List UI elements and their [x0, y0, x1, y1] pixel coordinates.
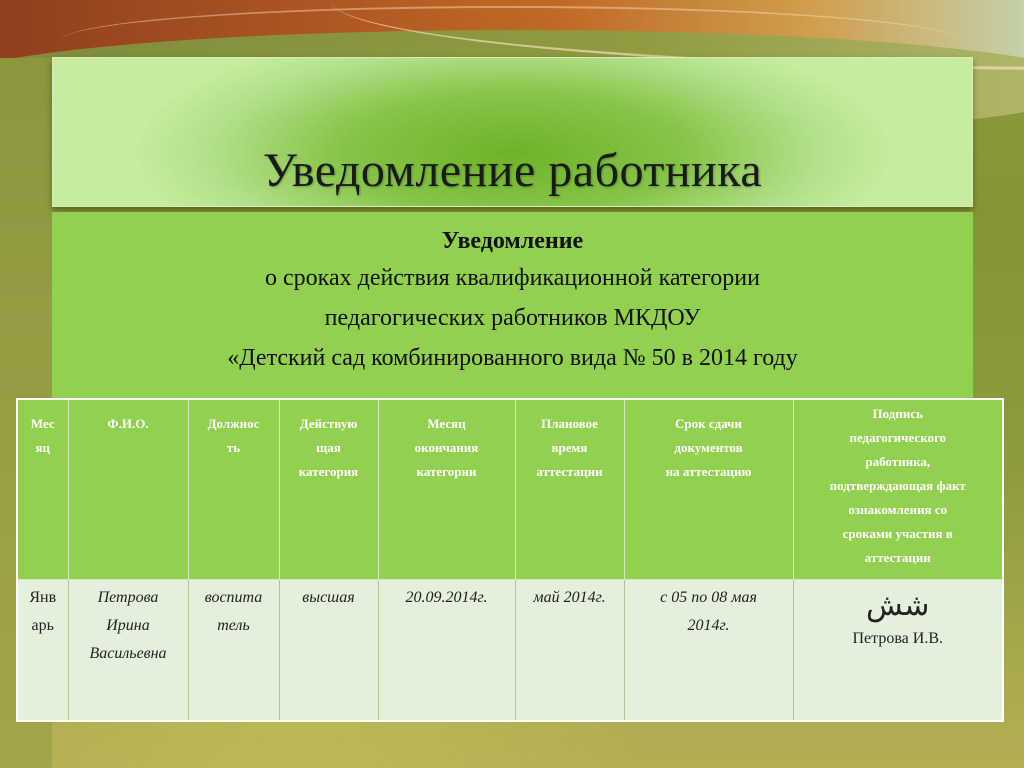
header-line: документов: [674, 440, 743, 455]
cell-planned-time: май 2014г.: [515, 579, 624, 721]
cell-line: Ирина: [106, 616, 150, 634]
header-line: сроками участия в: [842, 526, 953, 541]
header-line: аттестации: [536, 464, 603, 479]
header-line: подтверждающая факт: [829, 478, 966, 493]
header-line: щая: [316, 440, 341, 455]
header-line: Действую: [299, 416, 358, 431]
header-planned-time: [515, 399, 624, 579]
header-line: время: [551, 440, 588, 455]
cell-category: высшая: [279, 579, 378, 721]
cell-line: тель: [217, 616, 250, 634]
table-header-row: [17, 399, 1003, 579]
header-line: категории: [416, 464, 477, 479]
cell-line: Васильевна: [89, 644, 167, 662]
cell-fio: [68, 579, 188, 721]
notice-heading: Уведомление: [441, 228, 584, 254]
header-line: ть: [226, 440, 241, 455]
header-line: Срок сдачи: [674, 416, 742, 431]
cell-line: Янв: [29, 588, 57, 606]
header-line: Подпись: [872, 406, 923, 421]
header-line: ознакомления со: [848, 502, 948, 517]
header-line: Ф.И.О.: [107, 416, 149, 431]
header-line: Месяц: [427, 416, 466, 431]
slide-title: Уведомление работника: [262, 144, 763, 197]
cell-line: Петрова: [97, 588, 159, 606]
notice-line-3: «Детский сад комбинированного вида № 50 в 2014 году: [227, 345, 798, 371]
cell-line: арь: [31, 616, 54, 634]
cell-line: 2014г.: [687, 616, 730, 634]
header-line: категория: [298, 464, 359, 479]
header-position: [188, 399, 279, 579]
header-signature: [793, 399, 1003, 579]
signature-name: Петрова И.В.: [852, 629, 943, 647]
notice-line-2: педагогических работников МКДОУ: [324, 305, 701, 331]
header-line: окончания: [414, 440, 479, 455]
cell-signature: [793, 579, 1003, 721]
cell-position: [188, 579, 279, 721]
header-fio: [68, 399, 188, 579]
cell-line: с 05 по 08 мая: [660, 588, 757, 606]
header-line: работника,: [865, 454, 931, 469]
header-line: Плановое: [541, 416, 598, 431]
header-line: аттестации: [864, 550, 931, 565]
cell-month: [17, 579, 68, 721]
header-month: [17, 399, 68, 579]
header-deadline: [624, 399, 793, 579]
table-row: [17, 579, 1003, 721]
header-line: педагогического: [849, 430, 947, 445]
slide-title-box: [52, 57, 973, 207]
header-category-end-month: [378, 399, 515, 579]
cell-line: воспита: [204, 588, 263, 606]
certification-table: [16, 398, 1004, 722]
header-line: Должнос: [207, 416, 260, 431]
cell-category-end: 20.09.2014г.: [378, 579, 515, 721]
header-line: Мес: [30, 416, 55, 431]
header-line: на аттестацию: [665, 464, 752, 479]
signature-mark: شش: [866, 588, 930, 622]
header-current-category: [279, 399, 378, 579]
notice-line-1: о сроках действия квалификационной категории: [265, 265, 760, 291]
notice-box: [52, 212, 973, 402]
cell-deadline: [624, 579, 793, 721]
header-line: яц: [35, 440, 51, 455]
